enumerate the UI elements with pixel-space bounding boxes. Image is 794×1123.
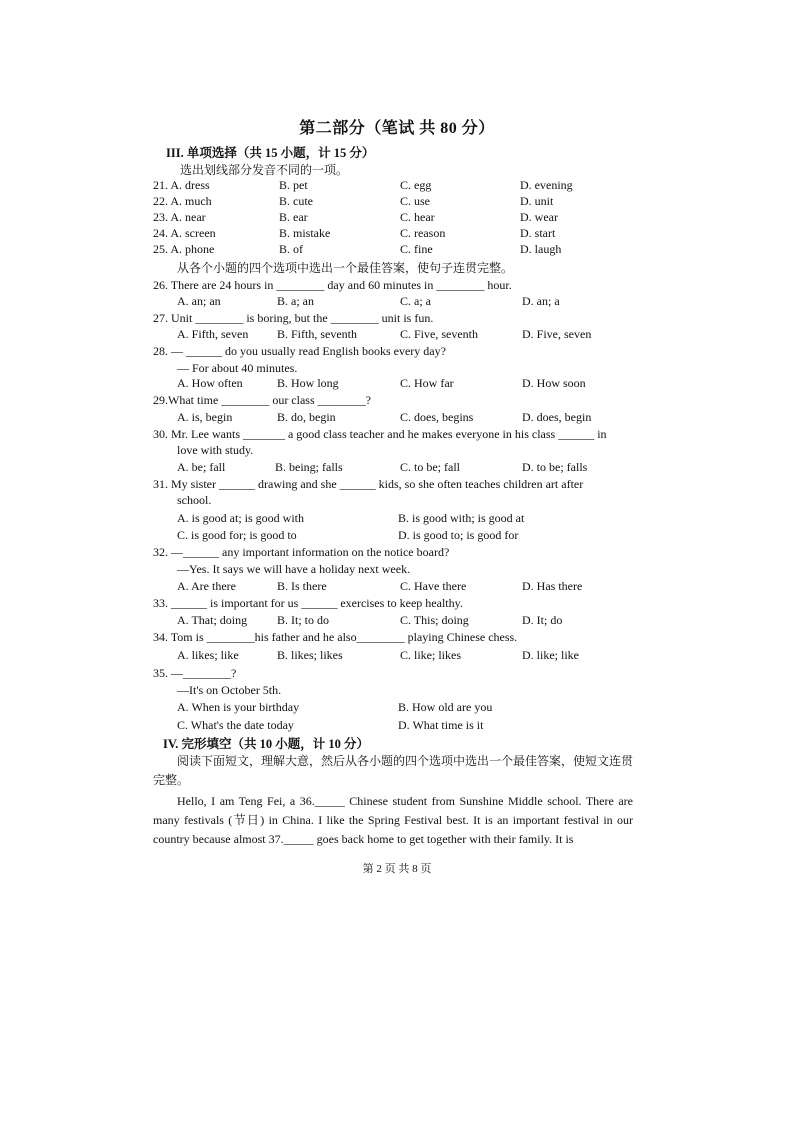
q22-option-b: B. cute: [279, 194, 313, 208]
q32-stem: 32. —______ any important information on the notice board?: [153, 545, 450, 559]
q31-option-c: C. is good for; is good to: [177, 528, 297, 542]
q23-option-c: C. hear: [400, 210, 435, 224]
q35-option-d: D. What time is it: [398, 718, 484, 732]
q27-option-c: C. Five, seventh: [400, 327, 478, 341]
q25-option-d: D. laugh: [520, 242, 562, 256]
q30-option-c: C. to be; fall: [400, 460, 460, 474]
q21-option-c: C. egg: [400, 178, 432, 192]
q32-response: —Yes. It says we will have a holiday next week.: [177, 562, 411, 576]
q28-option-b: B. How long: [277, 376, 339, 390]
q30-option-d: D. to be; falls: [522, 460, 588, 474]
q35-option-c: C. What's the date today: [177, 718, 294, 732]
q23-option-d: D. wear: [520, 210, 558, 224]
q21-option-d: D. evening: [520, 178, 573, 192]
q22-option-c: C. use: [400, 194, 430, 208]
q33-option-b: B. It; to do: [277, 613, 330, 627]
q28-option-d: D. How soon: [522, 376, 586, 390]
q35-stem: 35. —________?: [153, 666, 237, 680]
q24-option-b: B. mistake: [279, 226, 331, 240]
q31-stem-continued: school.: [177, 493, 212, 507]
q29-option-d: D. does, begin: [522, 410, 592, 424]
q32-option-d: D. Has there: [522, 579, 583, 593]
q28-stem: 28. — ______ do you usually read English books every day?: [153, 344, 446, 358]
q26-stem: 26. There are 24 hours in ________ day and 60 minutes in ________ hour.: [153, 278, 512, 292]
q34-option-b: B. likes; likes: [277, 648, 343, 662]
q26-option-d: D. an; a: [522, 294, 560, 308]
q33-option-c: C. This; doing: [400, 613, 469, 627]
q21-option-a: 21. A. dress: [153, 178, 210, 192]
q31-option-d: D. is good to; is good for: [398, 528, 519, 542]
q27-option-d: D. Five, seven: [522, 327, 592, 341]
q23-option-b: B. ear: [279, 210, 308, 224]
q27-stem: 27. Unit ________ is boring, but the ________ unit is fun.: [153, 311, 434, 325]
q34-option-d: D. like; like: [522, 648, 579, 662]
q31-stem: 31. My sister ______ drawing and she ______ kids, so she often teaches children art after: [153, 477, 584, 491]
page-title: 第二部分（笔试 共 80 分）: [299, 120, 495, 137]
q24-option-c: C. reason: [400, 226, 446, 240]
q30-stem-continued: love with study.: [177, 443, 254, 457]
q27-option-b: B. Fifth, seventh: [277, 327, 357, 341]
page-footer: 第 2 页 共 8 页: [362, 863, 432, 875]
q34-stem: 34. Tom is ________his father and he also________ playing Chinese chess.: [153, 630, 518, 644]
q32-option-b: B. Is there: [277, 579, 327, 593]
q28-option-a: A. How often: [177, 376, 243, 390]
q31-option-a: A. is good at; is good with: [177, 511, 305, 525]
q27-option-a: A. Fifth, seven: [177, 327, 249, 341]
q30-option-a: A. be; fall: [177, 460, 226, 474]
section-3-instruction-1: 选出划线部分发音不同的一项。: [180, 163, 349, 177]
q33-option-a: A. That; doing: [177, 613, 248, 627]
q29-option-b: B. do, begin: [277, 410, 336, 424]
q35-response: —It's on October 5th.: [177, 683, 282, 697]
q25-option-c: C. fine: [400, 242, 433, 256]
q22-option-d: D. unit: [520, 194, 554, 208]
q35-option-b: B. How old are you: [398, 700, 493, 714]
q30-stem: 30. Mr. Lee wants _______ a good class teacher and he makes everyone in his class ______ in: [153, 427, 607, 441]
q28-response: — For about 40 minutes.: [177, 361, 298, 375]
q33-stem: 33. ______ is important for us ______ exercises to keep healthy.: [153, 596, 463, 610]
section-4-instruction: 阅读下面短文，理解大意，然后从各小题的四个选项中选出一个最佳答案，使短文连贯完整。: [153, 754, 634, 787]
q26-option-a: A. an; an: [177, 294, 221, 308]
q26-option-b: B. a; an: [277, 294, 314, 308]
q30-option-b: B. being; falls: [275, 460, 343, 474]
q23-option-a: 23. A. near: [153, 210, 206, 224]
q29-option-c: C. does, begins: [400, 410, 474, 424]
section-4-heading: IV. 完形填空（共 10 小题，计 10 分）: [163, 737, 370, 751]
q25-option-b: B. of: [279, 242, 303, 256]
q34-option-c: C. like; likes: [400, 648, 461, 662]
q31-option-b: B. is good with; is good at: [398, 511, 525, 525]
section-3-instruction-2: 从各个小题的四个选项中选出一个最佳答案，使句子连贯完整。: [177, 261, 514, 275]
q33-option-d: D. It; do: [522, 613, 563, 627]
q26-option-c: C. a; a: [400, 294, 431, 308]
q28-option-c: C. How far: [400, 376, 454, 390]
q21-option-b: B. pet: [279, 178, 308, 192]
q29-stem: 29.What time ________ our class ________?: [153, 393, 371, 407]
q25-option-a: 25. A. phone: [153, 242, 215, 256]
q29-option-a: A. is, begin: [177, 410, 233, 424]
section-3-heading: III. 单项选择（共 15 小题，计 15 分）: [166, 146, 375, 160]
q22-option-a: 22. A. much: [153, 194, 212, 208]
q32-option-a: A. Are there: [177, 579, 236, 593]
q35-option-a: A. When is your birthday: [177, 700, 300, 714]
q34-option-a: A. likes; like: [177, 648, 239, 662]
q32-option-c: C. Have there: [400, 579, 467, 593]
q24-option-a: 24. A. screen: [153, 226, 216, 240]
cloze-passage: Hello, I am Teng Fei, a 36._____ Chinese student from Sunshine Middle school. There are many festivals (节日) in China. I like the Spring Festival best. It is an important festival in our country because almost 37._____ goes back home to get together with their family. It is: [153, 794, 633, 846]
q24-option-d: D. start: [520, 226, 556, 240]
